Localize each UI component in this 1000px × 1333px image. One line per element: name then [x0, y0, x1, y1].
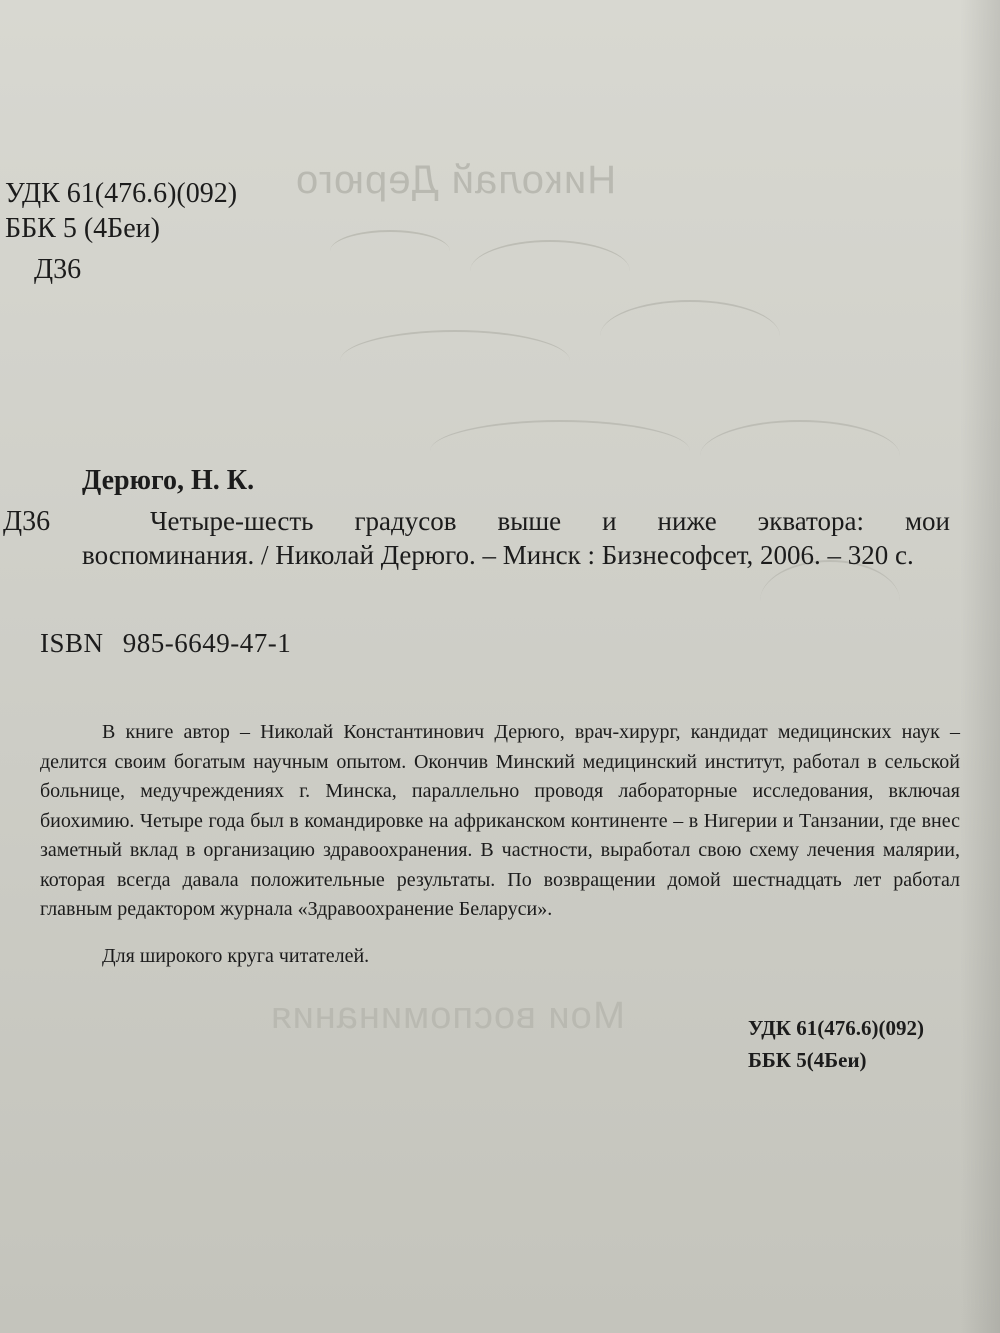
isbn-label: ISBN [40, 628, 104, 658]
bbk-code-top: ББК 5 (4Беи) [5, 213, 160, 244]
udk-code-bottom: УДК 61(476.6)(092) [748, 1016, 924, 1040]
book-title-line-2: воспоминания. / Николай Дерюго. – Минск : Бизнесофсет, 2006. – 320 с. [82, 540, 914, 570]
isbn-line [40, 628, 291, 659]
author-mark-entry: Д36 [3, 506, 51, 537]
bbk-code-bottom: ББК 5(4Беи) [748, 1048, 867, 1072]
show-through-handwriting-stroke [600, 300, 780, 372]
annotation-text: В книге автор – Николай Константинович Дерюго, врач-хирург, кандидат медицинских наук – делится своим богатым научным опытом. Окончив Минский медицинский институт, работал в сельской больнице, медучреждениях г. Минска, параллельно проводя лабораторные исследования, включая биохимию. Четыре года был в командировке на африканском континенте – в Нигерии и Танзании, где внес заметный вклад в организацию здравоохранения. В частности, выработал свою схему лечения малярии, которая всегда давала положительные результаты. По возвращении домой шестнадцать лет работал главным редактором журнала «Здравоохранение Беларуси». [40, 721, 960, 920]
show-through-subtitle-text: Мои воспоминания [270, 995, 625, 1037]
book-title-line-1: Четыре-шесть градусов выше и ниже экватора: мои [150, 506, 950, 536]
show-through-handwriting-stroke [330, 230, 450, 272]
show-through-handwriting-stroke [470, 240, 630, 302]
udk-code-top: УДК 61(476.6)(092) [5, 178, 238, 209]
book-annotation [40, 718, 960, 925]
show-through-author-text: Николай Дерюго [295, 158, 617, 202]
show-through-handwriting-stroke [700, 420, 900, 492]
show-through-handwriting-stroke [430, 420, 690, 482]
author-mark-top: Д36 [34, 254, 82, 285]
show-through-handwriting-stroke [760, 560, 900, 642]
author-name: Дерюго, Н. К. [82, 465, 255, 496]
isbn-number: 985-6649-47-1 [122, 628, 292, 658]
page-edge-shadow [960, 0, 1000, 1333]
show-through-handwriting-stroke [340, 330, 570, 392]
audience-note: Для широкого круга читателей. [102, 945, 370, 967]
